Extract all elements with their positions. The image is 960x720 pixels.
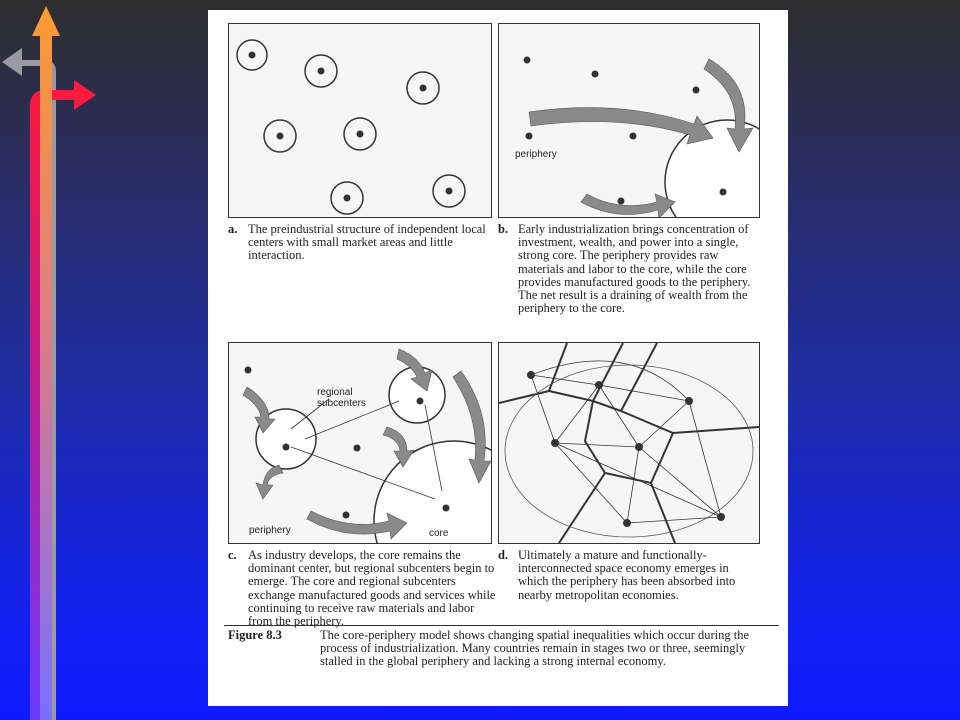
panel-b-diagram	[498, 23, 760, 218]
center-dot	[417, 398, 424, 405]
local-center	[249, 52, 256, 59]
panel-d-letter: d.	[498, 548, 509, 562]
flow-arrow	[581, 194, 675, 217]
metro-center	[527, 371, 535, 379]
panel-b-svg	[499, 24, 759, 217]
figure-caption-text: The core-periphery model shows changing spatial inequalities which occur during the process of industrialization. Many countries remain in stages two or three, seemingly stalled in the global periphery and lacking a strong internal economy.	[320, 628, 750, 669]
panel-d-svg	[499, 343, 759, 543]
panel-a-diagram	[228, 23, 492, 218]
local-center	[420, 85, 427, 92]
figure-page	[208, 10, 788, 706]
regional-label: regional	[317, 387, 353, 398]
decorative-arrows	[0, 0, 110, 720]
metro-center	[623, 519, 631, 527]
core-dot	[720, 189, 727, 196]
panel-c-svg	[229, 343, 491, 543]
center-dot	[693, 87, 700, 94]
panel-b-letter: b.	[498, 222, 509, 236]
local-center	[446, 188, 453, 195]
panel-d-caption	[498, 549, 768, 619]
panel-a-caption	[228, 223, 493, 283]
panel-b-caption	[498, 223, 768, 348]
flow-arrow	[307, 511, 407, 539]
periphery-label: periphery	[249, 525, 291, 536]
metro-center	[717, 513, 725, 521]
core-label	[711, 216, 731, 217]
panel-c-letter: c.	[228, 548, 237, 562]
center-dot	[524, 57, 531, 64]
panel-c-text: As industry develops, the core remains the dominant center, but regional subcenters begin to emerge. The core and regional subcenters exchange manufactured goods and services while continuing to receive raw materials and labor from the periphery.	[248, 548, 496, 629]
panel-a-svg	[229, 24, 491, 217]
center-dot	[618, 198, 625, 205]
metro-center	[635, 443, 643, 451]
core-dot	[443, 505, 450, 512]
center-dot	[354, 445, 361, 452]
center-dot	[245, 367, 252, 374]
metro-center	[685, 397, 693, 405]
panel-b-text: Early industrialization brings concentration of investment, wealth, and power into a single, strong core. The periphery provides raw materials and labor to the core, while the core provides manufactured goods to the periphery. The net result is a draining of wealth from the periphery to the core.	[518, 222, 751, 316]
local-center	[277, 133, 284, 140]
panel-a-letter: a.	[228, 222, 238, 236]
local-center	[344, 195, 351, 202]
center-dot	[630, 133, 637, 140]
core-label: core	[429, 528, 449, 539]
panel-d-diagram	[498, 342, 760, 544]
subcenters-label: subcenters	[317, 398, 366, 409]
local-center	[357, 131, 364, 138]
metro-center	[551, 439, 559, 447]
red-arrow	[30, 80, 96, 720]
flow-arrow	[256, 465, 283, 499]
center-dot	[592, 71, 599, 78]
panel-c-diagram	[228, 342, 492, 544]
periphery-label: periphery	[515, 149, 557, 160]
center-dot	[283, 444, 290, 451]
panel-c-caption	[228, 549, 496, 629]
figure-label: Figure 8.3	[228, 628, 282, 642]
metro-center	[595, 381, 603, 389]
panel-d-text: Ultimately a mature and functionally-interconnected space economy emerges in which the periphery has been absorbed into nearby metropolitan economies.	[518, 548, 736, 602]
center-dot	[343, 512, 350, 519]
center-dot	[526, 133, 533, 140]
panel-a-text: The preindustrial structure of independent local centers with small market areas and little interaction.	[248, 222, 486, 263]
local-center	[318, 68, 325, 75]
figure-divider	[224, 625, 779, 626]
